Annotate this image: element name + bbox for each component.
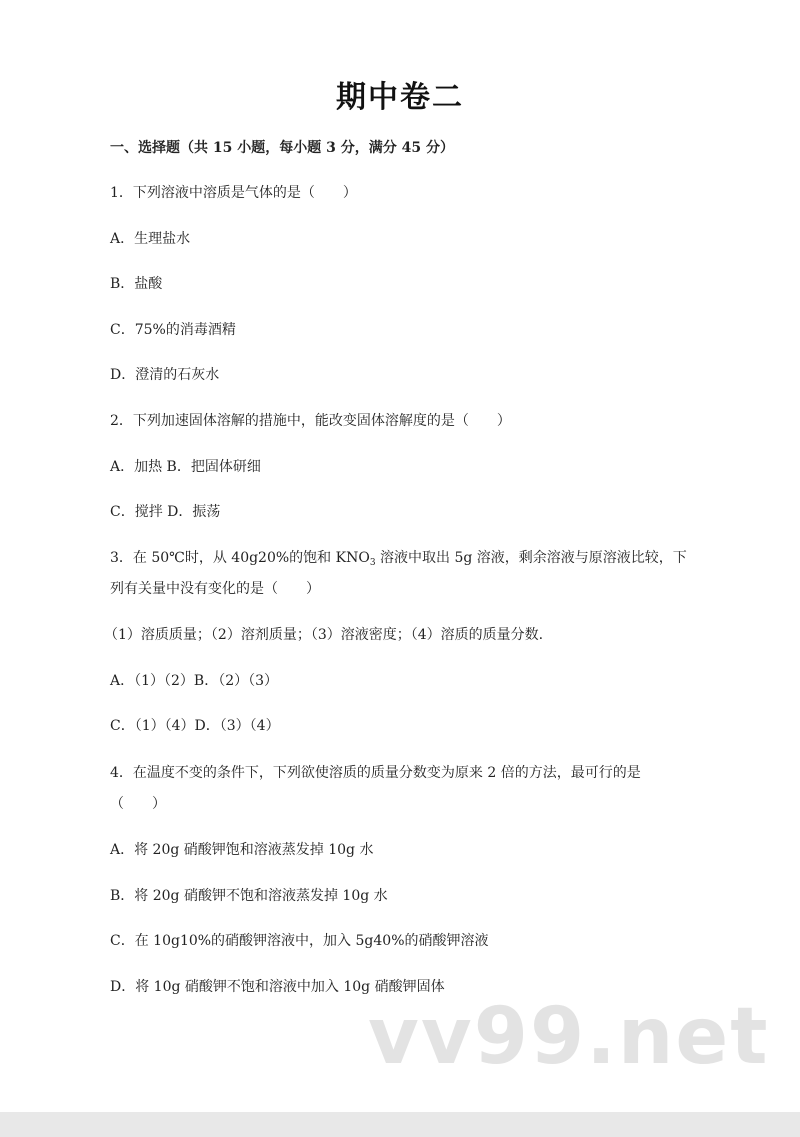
- question-3-subscript: 3: [369, 558, 376, 568]
- question-3-stem-post: 溶液中取出 5g 溶液，剩余溶液与原溶液比较，下: [375, 550, 687, 566]
- section-heading: 一、选择题（共 15 小题，每小题 3 分，满分 45 分）: [110, 140, 454, 156]
- question-2-stem: 2．下列加速固体溶解的措施中，能改变固体溶解度的是（ ）: [110, 413, 511, 429]
- question-4-option-d: D．将 10g 硝酸钾不饱和溶液中加入 10g 硝酸钾固体: [110, 979, 445, 995]
- question-4-option-b: B．将 20g 硝酸钾不饱和溶液蒸发掉 10g 水: [110, 888, 388, 904]
- question-4-stem-line2: （ ）: [110, 796, 166, 812]
- question-3-stem-line2: 列有关量中没有变化的是（ ）: [110, 581, 320, 597]
- question-3-options-ab: A．（1）（2）B．（2）（3）: [110, 673, 279, 689]
- question-1-option-d: D．澄清的石灰水: [110, 367, 220, 383]
- question-3-options-cd: C．（1）（4）D．（3）（4）: [110, 718, 280, 734]
- question-2-options-cd: C．搅拌 D．振荡: [110, 504, 221, 520]
- question-4-option-a: A．将 20g 硝酸钾饱和溶液蒸发掉 10g 水: [110, 842, 374, 858]
- question-4-stem-line1: 4．在温度不变的条件下，下列欲使溶质的质量分数变为原来 2 倍的方法，最可行的是: [110, 765, 641, 781]
- question-4-option-c: C．在 10g10%的硝酸钾溶液中，加入 5g40%的硝酸钾溶液: [110, 933, 489, 949]
- watermark-text: vv99.net: [368, 992, 770, 1082]
- question-3-stem-line1: [110, 547, 687, 568]
- question-1-option-a: A．生理盐水: [110, 231, 191, 247]
- question-1-option-c: C．75%的消毒酒精: [110, 322, 236, 338]
- question-1-stem: 1．下列溶液中溶质是气体的是（ ）: [110, 185, 357, 201]
- question-2-options-ab: A．加热 B．把固体研细: [110, 459, 261, 475]
- page-title: 期中卷二: [336, 80, 464, 115]
- question-1-option-b: B．盐酸: [110, 276, 163, 292]
- question-3-stem-pre: 3．在 50℃时，从 40g20%的饱和 KNO: [110, 550, 370, 566]
- page-bottom-margin: [0, 1112, 800, 1137]
- question-3-conditions: （1）溶质质量；（2）溶剂质量；（3）溶液密度；（4）溶质的质量分数.: [104, 627, 544, 643]
